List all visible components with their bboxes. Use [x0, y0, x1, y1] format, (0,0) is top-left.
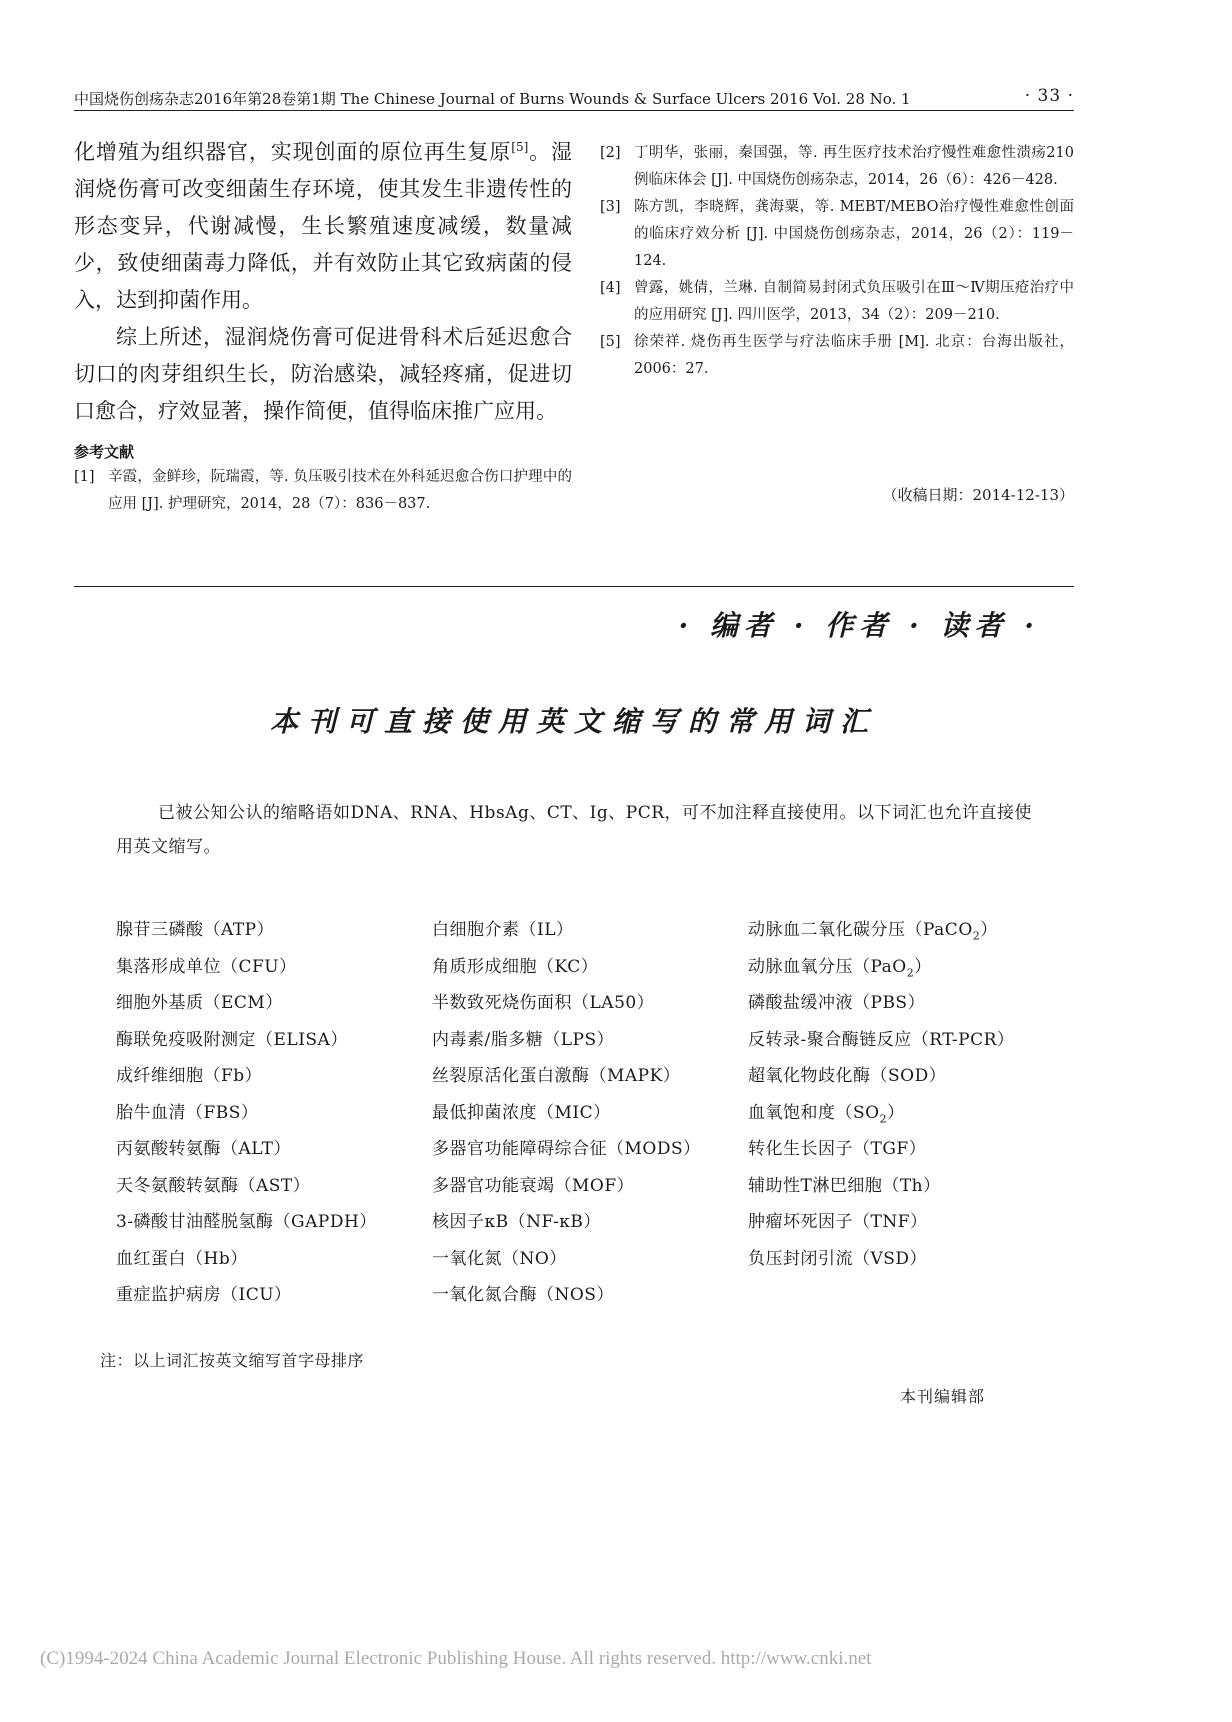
paragraph-1	[74, 134, 572, 319]
term-item: 集落形成单位（CFU）	[116, 956, 297, 977]
right-column	[600, 140, 1074, 383]
reference-3	[600, 194, 1074, 275]
term-item: 负压封闭引流（VSD）	[748, 1248, 928, 1269]
term-close: ）	[887, 1102, 905, 1123]
term-item: 肿瘤坏死因子（TNF）	[748, 1212, 928, 1232]
header-rule	[74, 110, 1074, 111]
journal-header-text: 中国烧伤创疡杂志2016年第28卷第1期 The Chinese Journal of Burns Wounds & Surface Ulcers 2016 Vol. 28 No. 1	[74, 90, 911, 108]
term-item: 天冬氨酸转氨酶（AST）	[116, 1175, 311, 1196]
reference-number: [4]	[600, 280, 621, 296]
paragraph-2: 综上所述，湿润烧伤膏可促进骨科术后延迟愈合切口的肉芽组织生长，防治感染，减轻疼痛，促进切口愈合，疗效显著，操作简便，值得临床推广应用。	[74, 325, 572, 423]
reference-text: 辛霞，金鲜珍，阮瑞霞，等. 负压吸引技术在外科延迟愈合伤口护理中的应用 [J]. 护理研究，2014，28（7）：836－837.	[108, 469, 572, 512]
term-item: 酶联免疫吸附测定（ELISA）	[116, 1029, 348, 1050]
term-item: 核因子κB（NF-κB）	[432, 1212, 601, 1232]
reference-number: [2]	[600, 145, 621, 161]
term-item: 3-磷酸甘油醛脱氢酶（GAPDH）	[116, 1212, 377, 1232]
subscript: 2	[906, 965, 915, 979]
reference-2	[600, 140, 1074, 194]
subscript: 2	[972, 929, 981, 943]
reference-number: [3]	[600, 199, 621, 215]
reference-text: 曾露，姚倩，兰琳. 自制简易封闭式负压吸引在Ⅲ～Ⅳ期压疮治疗中的应用研究 [J]. 四川医学，2013，34（2）：209－210.	[634, 280, 1074, 323]
editorial-department: 本刊编辑部	[900, 1387, 986, 1406]
term-text: 动脉血二氧化碳分压（PaCO	[748, 920, 973, 940]
footnote: 注：以上词汇按英文缩写首字母排序	[100, 1351, 365, 1370]
section-divider	[74, 586, 1074, 587]
term-close: ）	[914, 956, 932, 977]
copyright-footer: (C)1994-2024 China Academic Journal Electronic Publishing House. All rights reserved. http://www.cnki.net	[40, 1648, 872, 1669]
paragraph-1-text: 化增殖为组织器官，实现创面的原位再生复原	[74, 140, 512, 164]
term-column-2	[432, 912, 732, 1314]
reference-5	[600, 329, 1074, 383]
term-item	[748, 949, 1048, 986]
article-title: 本刊可直接使用英文缩写的常用词汇	[269, 705, 878, 738]
paragraph-1-end: 。湿润烧伤膏可改变细菌生存环境，使其发生非遗传性的形态变异，代谢减慢，生长繁殖速度减缓，数量减少，致使细菌毒力降低，并有效防止其它致病菌的侵入，达到抑菌作用。	[74, 140, 573, 312]
citation-5: [5]	[511, 140, 529, 154]
reference-number: [1]	[74, 469, 95, 485]
term-item: 丙氨酸转氨酶（ALT）	[116, 1139, 292, 1159]
references-heading: 参考文献	[74, 443, 135, 461]
term-item: 重症监护病房（ICU）	[116, 1285, 292, 1305]
page-number: · 33 ·	[1024, 86, 1074, 106]
term-item: 超氧化物歧化酶（SOD）	[748, 1066, 947, 1086]
term-item: 角质形成细胞（KC）	[432, 956, 599, 977]
term-item: 反转录-聚合酶链反应（RT-PCR）	[748, 1029, 1015, 1050]
term-item: 一氧化氮（NO）	[432, 1248, 567, 1269]
term-column-3	[748, 912, 1048, 1277]
term-item: 细胞外基质（ECM）	[116, 993, 283, 1013]
term-close: ）	[980, 920, 998, 940]
section-label: · 编者 · 作者 · 读者 ·	[678, 609, 1040, 642]
term-item	[748, 1095, 1048, 1132]
term-text: 动脉血氧分压（PaO	[748, 956, 907, 977]
term-column-1	[116, 912, 416, 1314]
reference-text: 丁明华，张丽，秦国强，等. 再生医疗技术治疗慢性难愈性溃疡210例临床体会 [J]. 中国烧伤创疡杂志，2014，26（6）：426－428.	[634, 145, 1074, 188]
left-column	[74, 134, 572, 518]
term-item: 腺苷三磷酸（ATP）	[116, 920, 275, 940]
reference-number: [5]	[600, 334, 621, 350]
term-item: 辅助性T淋巴细胞（Th）	[748, 1175, 941, 1196]
subscript: 2	[879, 1111, 888, 1125]
term-item: 最低抑菌浓度（MIC）	[432, 1102, 611, 1123]
term-item: 内毒素/脂多糖（LPS）	[432, 1029, 615, 1050]
reference-1	[74, 464, 572, 518]
term-item: 多器官功能衰竭（MOF）	[432, 1175, 635, 1196]
received-date: （收稿日期：2014-12-13）	[882, 486, 1074, 504]
term-item: 半数致死烧伤面积（LA50）	[432, 993, 655, 1013]
term-item: 多器官功能障碍综合征（MODS）	[432, 1139, 701, 1159]
running-header	[74, 88, 1074, 110]
term-item: 一氧化氮合酶（NOS）	[432, 1285, 614, 1305]
reference-text: 陈方凯，李晓辉，龚海粟，等. MEBT/MEBO治疗慢性难愈性创面的临床疗效分析 [J]. 中国烧伤创疡杂志，2014，26（2）：119－124.	[634, 199, 1074, 269]
term-item	[748, 912, 1048, 949]
reference-text: 徐荣祥. 烧伤再生医学与疗法临床手册 [M]. 北京：台海出版社，2006：27.	[634, 334, 1074, 377]
term-item: 白细胞介素（IL）	[432, 920, 574, 940]
term-item: 胎牛血清（FBS）	[116, 1102, 259, 1123]
reference-4	[600, 275, 1074, 329]
term-item: 血红蛋白（Hb）	[116, 1248, 248, 1269]
term-item: 磷酸盐缓冲液（PBS）	[748, 993, 926, 1013]
term-item: 丝裂原活化蛋白激酶（MAPK）	[432, 1066, 681, 1086]
term-item: 成纤维细胞（Fb）	[116, 1066, 263, 1086]
term-text: 血氧饱和度（SO	[748, 1102, 880, 1123]
term-item: 转化生长因子（TGF）	[748, 1139, 927, 1159]
intro-paragraph: 已被公知公认的缩略语如DNA、RNA、HbsAg、CT、Ig、PCR，可不加注释直接使用。以下词汇也允许直接使用英文缩写。	[116, 803, 1033, 857]
